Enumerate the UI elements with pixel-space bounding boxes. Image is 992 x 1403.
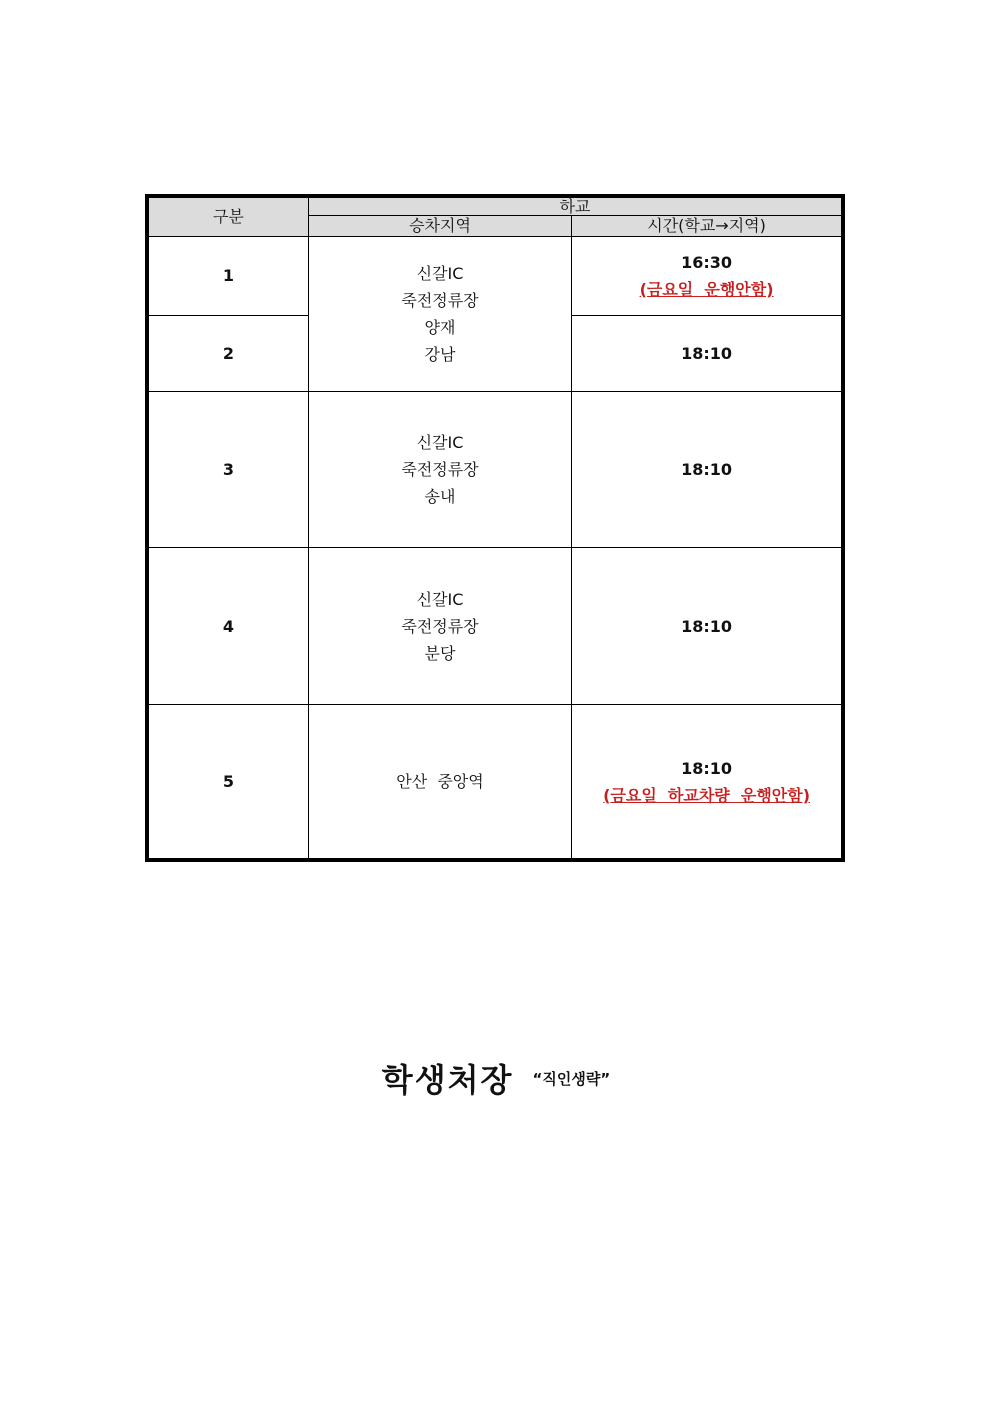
stop-name: 신갈IC — [416, 433, 464, 453]
stop-name: 안산 중앙역 — [396, 772, 484, 792]
stop-name: 신갈IC — [416, 589, 464, 609]
table-row — [147, 392, 843, 548]
boarding-area — [308, 705, 571, 860]
school-header: 하교 — [308, 196, 843, 216]
departure-time-cell — [572, 705, 843, 860]
departure-time-cell — [572, 236, 843, 315]
stop-name: 송내 — [424, 487, 456, 507]
division-header: 구분 — [147, 196, 308, 236]
stop-name: 죽전정류장 — [401, 290, 479, 310]
area-header: 승차지역 — [308, 216, 571, 236]
departure-time: 18:10 — [681, 616, 733, 636]
operation-note: (금요일 하교차량 운행안함) — [603, 785, 811, 805]
header-row — [147, 196, 843, 216]
bus-schedule-table — [145, 194, 845, 862]
stop-name: 죽전정류장 — [401, 460, 479, 480]
stop-name: 죽전정류장 — [401, 616, 479, 636]
table-row — [147, 705, 843, 860]
row-number: 5 — [147, 705, 308, 860]
stop-name: 양재 — [424, 317, 456, 337]
stop-name: 강남 — [424, 344, 456, 364]
row-number: 1 — [147, 236, 308, 315]
departure-time-cell — [572, 392, 843, 548]
row-number: 3 — [147, 392, 308, 548]
issuer-title: 학생처장 — [381, 1061, 514, 1099]
stop-name: 분당 — [424, 643, 456, 663]
departure-time-cell — [572, 548, 843, 705]
row-number: 2 — [147, 315, 308, 392]
stop-name: 신갈IC — [416, 263, 464, 283]
departure-time: 18:10 — [681, 343, 733, 363]
boarding-area — [308, 236, 571, 392]
departure-time: 16:30 — [681, 252, 733, 272]
seal-omitted-note: “직인생략” — [532, 1069, 611, 1088]
row-number: 4 — [147, 548, 308, 705]
table-row — [147, 548, 843, 705]
boarding-area — [308, 392, 571, 548]
boarding-area — [308, 548, 571, 705]
time-header: 시간(학교→지역) — [572, 216, 843, 236]
table-row — [147, 236, 843, 315]
signature-block — [0, 1055, 992, 1101]
operation-note: (금요일 운행안함) — [639, 279, 774, 299]
departure-time: 18:10 — [681, 758, 733, 778]
departure-time: 18:10 — [681, 460, 733, 480]
departure-time-cell — [572, 315, 843, 392]
